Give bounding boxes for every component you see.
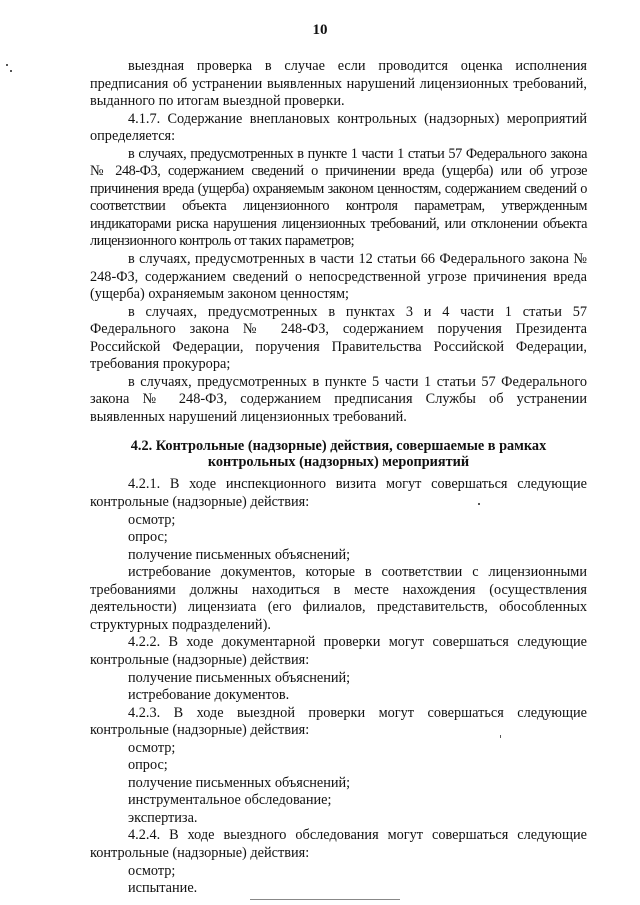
clause-4-2-4: 4.2.4. В ходе выездного обследования могут совершаться следующие контрольные (надзорные) действия: (90, 827, 587, 861)
clause-4-2-2: 4.2.2. В ходе документарной проверки могут совершаться следующие контрольные (надзорные) действия: (90, 634, 587, 668)
page-number: 10 (312, 22, 328, 38)
list-item: опрос; (128, 529, 168, 546)
case-paragraph-3: в случаях, предусмотренных в пунктах 3 и 4 части 1 статьи 57 Федерального закона № 248-ФЗ, содержанием поручения Президента Российской Федерации, поручения Правительства Российской Федерации, требования прокурора; (90, 303, 587, 373)
scan-mark (500, 735, 501, 738)
scan-mark (10, 70, 12, 72)
list-item: истребование документов. (128, 687, 290, 704)
scan-mark (6, 64, 8, 66)
list-item: испытание. (128, 880, 198, 897)
scan-edge-line (250, 899, 400, 900)
list-item: инструментальное обследование; (128, 792, 332, 809)
case-paragraph-2: в случаях, предусмотренных в части 12 статьи 66 Федерального закона № 248-ФЗ, содержанием сведений о непосредственной угрозе причинения вреда (ущерба) охраняемым законом ценностям; (90, 251, 587, 303)
document-body (90, 58, 587, 898)
list-item: опрос; (128, 757, 168, 774)
clause-4-2-1: 4.2.1. В ходе инспекционного визита могут совершаться следующие контрольные (надзорные) действия: (90, 476, 587, 511)
list-item: получение письменных объяснений; (128, 774, 351, 791)
continuation-paragraph: выездная проверка в случае если проводится оценка исполнения предписания об устранении выявленных нарушений лицензионных требований, выданного по итогам выездной проверки. (90, 58, 587, 110)
list-item: осмотр; (128, 862, 176, 879)
section-title-line-2: контрольных (надзорных) мероприятий (207, 454, 470, 471)
list-item: осмотр; (128, 511, 176, 528)
clause-4-1-7: 4.1.7. Содержание внеплановых контрольных (надзорных) мероприятий определяется: (90, 110, 587, 145)
section-4-2-title (90, 438, 587, 470)
list-item: экспертиза. (128, 809, 198, 826)
list-item: получение письменных объяснений; (128, 669, 351, 686)
list-item: истребование документов, которые в соответствии с лицензионными требованиями должны находиться в месте нахождения (осуществления деятельности) лицензиата (его филиалов, представительств, обособленных структурных подразделений). (90, 564, 587, 633)
case-paragraph-1: в случаях, предусмотренных в пункте 1 части 1 статьи 57 Федерального закона № 248-ФЗ, содержанием сведений о причинении вреда (ущерба) или об угрозе причинения вреда (ущерба) охраняемым законом ценностям, содержанием сведений о соответствии объекта лицензионного контроля параметрам, утвержденным индикаторами риска нарушения лицензионных требований, или отклонении объекта лицензионного контроль от таких параметров; (90, 145, 587, 250)
scan-mark (478, 503, 480, 505)
case-paragraph-4: в случаях, предусмотренных в пункте 5 части 1 статьи 57 Федерального закона № 248-ФЗ, содержанием предписания Службы об устранении выявленных нарушений лицензионных требований. (90, 373, 587, 425)
section-title-line-1: 4.2. Контрольные (надзорные) действия, совершаемые в рамках (130, 438, 547, 455)
list-item: осмотр; (128, 739, 176, 756)
clause-4-2-3: 4.2.3. В ходе выездной проверки могут совершаться следующие контрольные (надзорные) действия: (90, 704, 587, 739)
list-item: получение письменных объяснений; (128, 546, 351, 563)
